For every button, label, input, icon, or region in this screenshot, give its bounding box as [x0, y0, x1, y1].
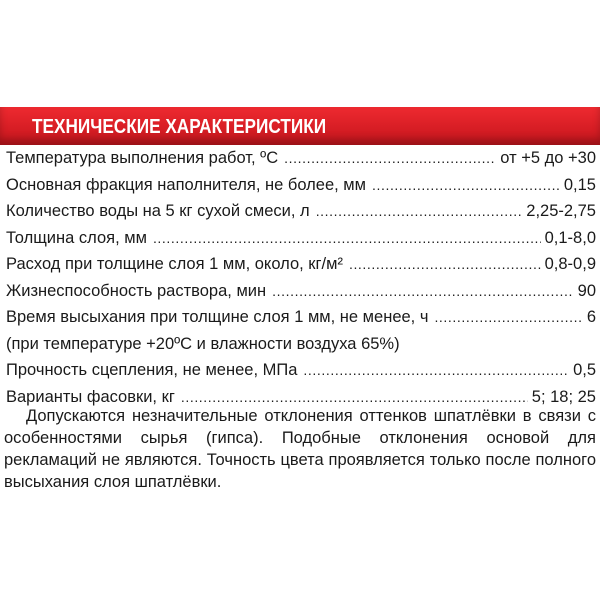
spec-value: 0,1-8,0	[544, 228, 596, 247]
spec-row-pot-life	[6, 282, 596, 309]
spec-label: Количество воды на 5 кг сухой смеси, л	[6, 202, 310, 220]
disclaimer-note: Допускаются незначительные отклонения оттенков шпатлёвки в связи с особенностями сырья (гипса). Подобные отклонения основой для рекламаций не являются. Точность цвета проявляется только после полного высыхания слоя шпатлёвки.	[4, 407, 596, 491]
dot-leader	[434, 309, 582, 325]
spec-row-consumption	[6, 255, 596, 282]
spec-row-fraction	[6, 176, 596, 203]
spec-row-drying-time	[6, 308, 596, 335]
spec-value: 0,5	[573, 361, 596, 379]
spec-label: Основная фракция наполнителя, не более, мм	[6, 175, 366, 194]
dot-leader	[181, 389, 528, 405]
spec-label: (при температуре +20ºС и влажности воздуха 65%)	[6, 334, 400, 353]
spec-row-thickness	[6, 229, 596, 256]
spec-row-drying-conditions	[6, 335, 596, 362]
spec-value: 6	[586, 308, 596, 326]
dot-leader	[153, 230, 541, 246]
spec-label: Жизнеспособность раствора, мин	[6, 281, 267, 300]
spec-value: 2,25-2,75	[526, 202, 596, 220]
dot-leader	[272, 283, 574, 299]
section-title: ТЕХНИЧЕСКИЕ ХАРАКТЕРИСТИКИ	[32, 116, 327, 138]
dot-leader	[316, 203, 523, 219]
spec-label: Время высыхания при толщине слоя 1 мм, не менее, ч	[6, 308, 429, 326]
spec-label: Температура выполнения работ, ºС	[6, 149, 279, 167]
spec-row-adhesion	[6, 361, 596, 388]
spec-value: от +5 до +30	[500, 149, 596, 167]
spec-label: Расход при толщине слоя 1 мм, около, кг/м²	[6, 255, 343, 273]
spec-label: Прочность сцепления, не менее, МПа	[6, 361, 298, 379]
specs-list	[6, 149, 596, 414]
spec-value: 0,15	[563, 175, 596, 194]
section-header-band	[0, 107, 600, 145]
dot-leader	[349, 256, 541, 272]
spec-value: 90	[577, 281, 596, 300]
spec-value: 0,8-0,9	[544, 255, 596, 273]
spec-value: 5; 18; 25	[531, 387, 596, 406]
spec-row-temperature	[6, 149, 596, 176]
spec-label: Толщина слоя, мм	[6, 228, 147, 247]
dot-leader	[303, 362, 569, 378]
dot-leader	[372, 177, 560, 193]
dot-leader	[284, 150, 496, 166]
spec-label: Варианты фасовки, кг	[6, 387, 175, 406]
spec-row-water	[6, 202, 596, 229]
